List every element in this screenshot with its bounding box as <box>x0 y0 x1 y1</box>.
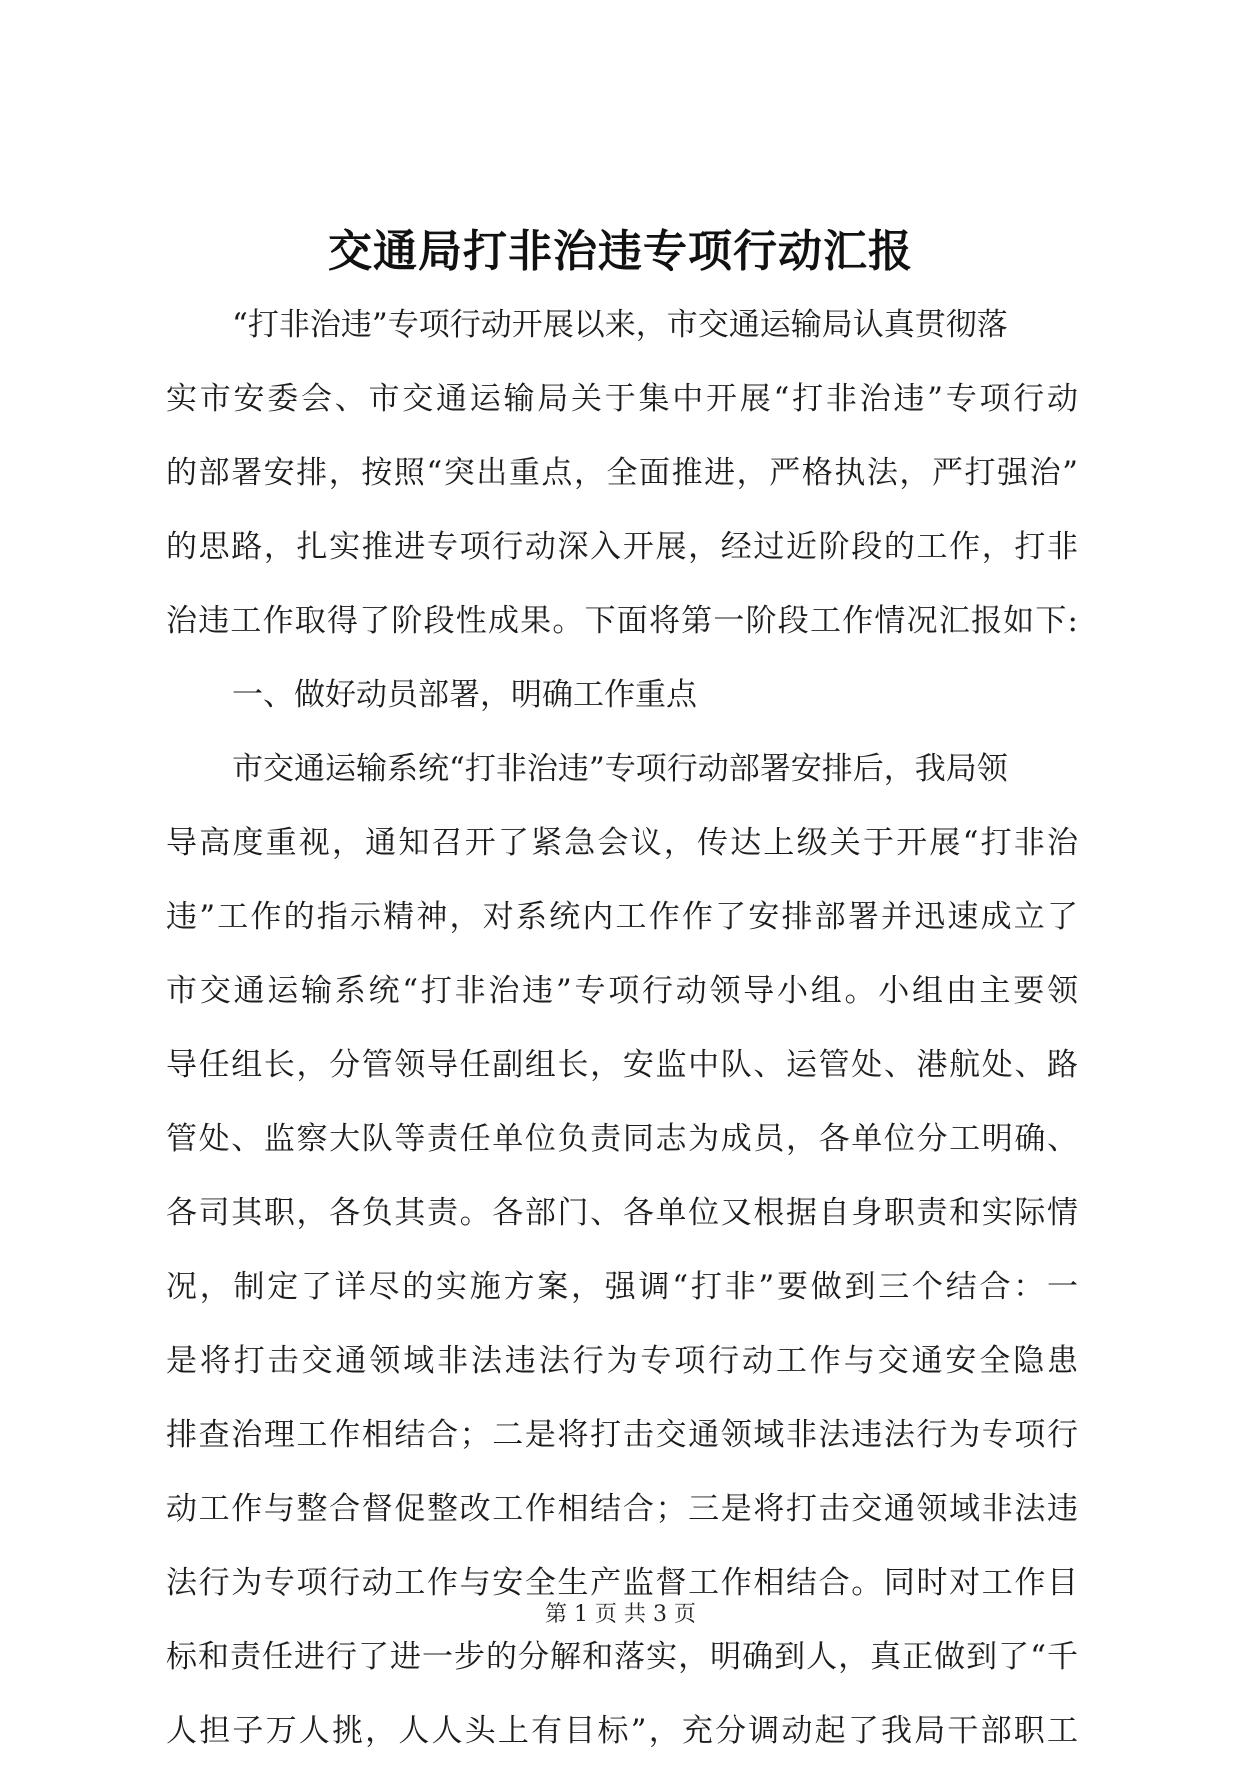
paragraph-line: 法行为专项行动工作与安全生产监督工作相结合。同时对工作目 <box>166 1565 1078 1601</box>
paragraph-line: 况，制定了详尽的实施方案，强调“打非”要做到三个结合：一 <box>166 1269 1078 1305</box>
document-body <box>166 288 1078 1768</box>
paragraph-line: 的思路，扎实推进专项行动深入开展，经过近阶段的工作，打非 <box>166 529 1078 565</box>
paragraph-line: 是将打击交通领域非法违法行为专项行动工作与交通安全隐患 <box>166 1343 1078 1379</box>
paragraph-line: 违”工作的指示精神，对系统内工作作了安排部署并迅速成立了 <box>166 899 1078 935</box>
paragraph-line: 导高度重视，通知召开了紧急会议，传达上级关于开展“打非治 <box>166 825 1078 861</box>
paragraph-line: 市交通运输系统“打非治违”专项行动部署安排后，我局领 <box>232 751 1008 787</box>
paragraph-line: “打非治违”专项行动开展以来，市交通运输局认真贯彻落 <box>232 307 1008 343</box>
paragraph-line: 的部署安排，按照“突出重点，全面推进，严格执法，严打强治” <box>166 455 1078 491</box>
paragraph-line: 动工作与整合督促整改工作相结合；三是将打击交通领域非法违 <box>166 1491 1078 1527</box>
paragraph-line: 导任组长，分管领导任副组长，安监中队、运管处、港航处、路 <box>166 1047 1078 1083</box>
paragraph-line: 市交通运输系统“打非治违”专项行动领导小组。小组由主要领 <box>166 973 1078 1009</box>
paragraph-line: 排查治理工作相结合；二是将打击交通领域非法违法行为专项行 <box>166 1417 1078 1453</box>
paragraph-line: 标和责任进行了进一步的分解和落实，明确到人，真正做到了“千 <box>166 1639 1078 1675</box>
paragraph-line: 各司其职，各负其责。各部门、各单位又根据自身职责和实际情 <box>166 1195 1078 1231</box>
paragraph-line: 实市安委会、市交通运输局关于集中开展“打非治违”专项行动 <box>166 381 1078 417</box>
paragraph-line: 人担子万人挑，人人头上有目标”，充分调动起了我局干部职工 <box>166 1713 1078 1749</box>
paragraph-line: 治违工作取得了阶段性成果。下面将第一阶段工作情况汇报如下: <box>166 603 1078 639</box>
paragraph-line: 管处、监察大队等责任单位负责同志为成员，各单位分工明确、 <box>166 1121 1078 1157</box>
page-number-footer: 第 1 页 共 3 页 <box>545 1602 696 1627</box>
document-title: 交通局打非治违专项行动汇报 <box>328 226 913 277</box>
section-heading: 一、做好动员部署，明确工作重点 <box>232 677 697 713</box>
